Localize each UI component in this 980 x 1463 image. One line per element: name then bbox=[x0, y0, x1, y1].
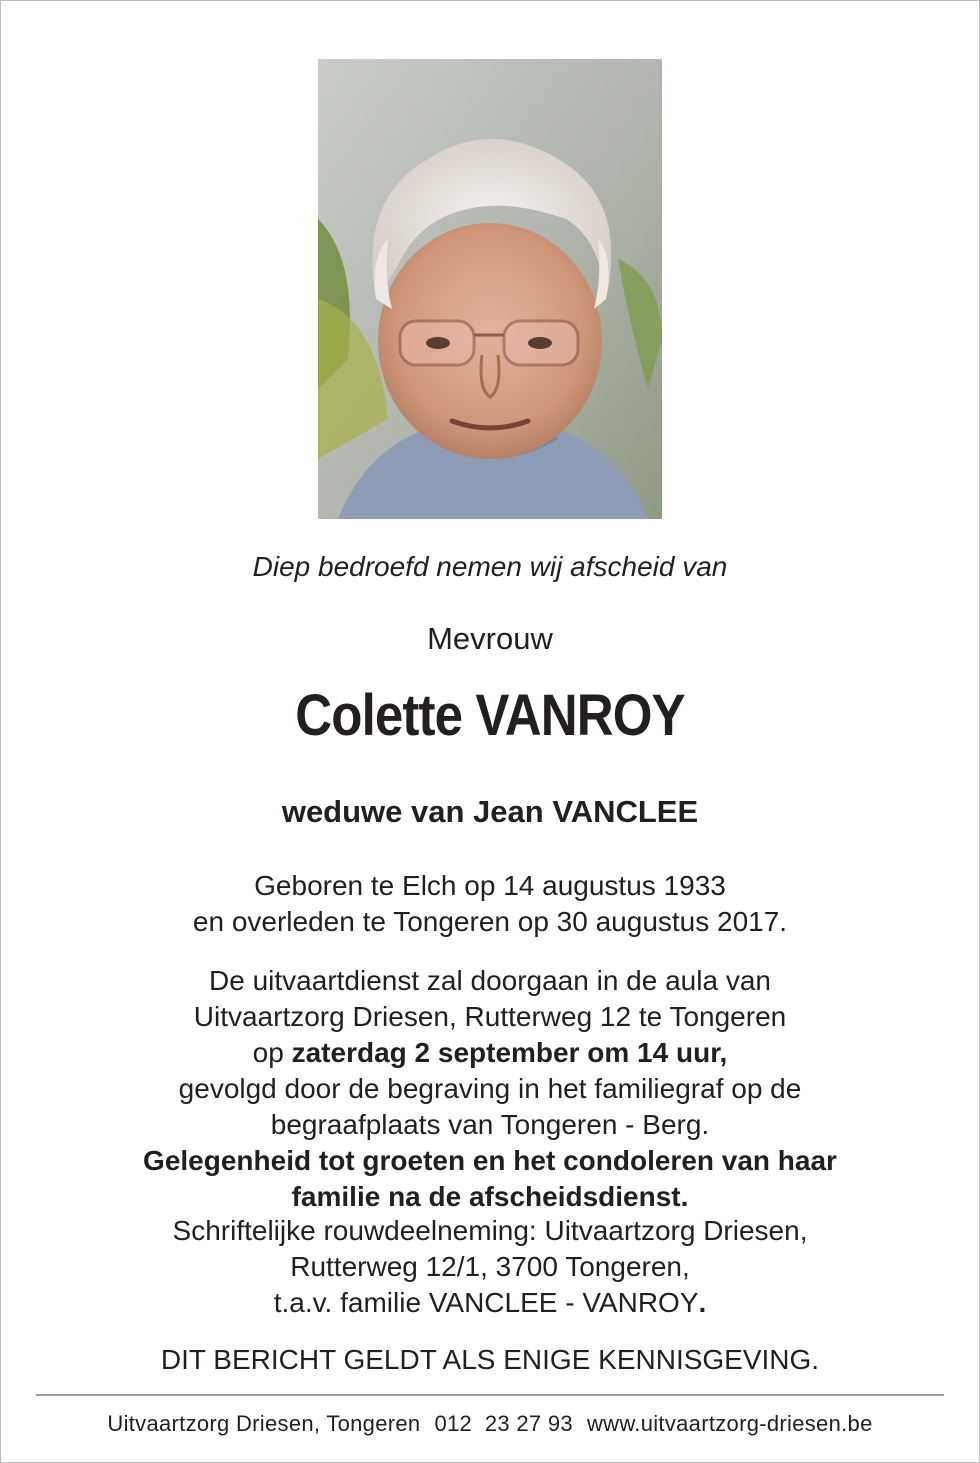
footer-website: www.uitvaartzorg-driesen.be bbox=[586, 1411, 873, 1436]
written-recipient: t.a.v. familie VANCLEE - VANROY bbox=[273, 1287, 699, 1318]
written-line-2: Rutterweg 12/1, 3700 Tongeren, bbox=[290, 1251, 690, 1282]
service-date-line bbox=[0, 1035, 980, 1071]
service-date: zaterdag 2 september om 14 uur, bbox=[291, 1037, 728, 1068]
widow-of: weduwe van Jean VANCLEE bbox=[281, 794, 699, 829]
birth-line: Geboren te Elch op 14 augustus 1933 bbox=[254, 870, 726, 901]
service-date-prefix: op bbox=[252, 1037, 292, 1068]
condolence-line-1: Gelegenheid tot groeten en het condoleren van haar bbox=[143, 1145, 837, 1176]
salutation: Mevrouw bbox=[427, 621, 553, 656]
portrait-illustration bbox=[318, 59, 662, 519]
intro-text: Diep bedroefd nemen wij afscheid van bbox=[252, 551, 728, 582]
footer-company: Uitvaartzorg Driesen, Tongeren bbox=[107, 1411, 421, 1436]
service-line-2: Uitvaartzorg Driesen, Rutterweg 12 te Tongeren bbox=[193, 1001, 787, 1032]
notice-text: DIT BERICHT GELDT ALS ENIGE KENNISGEVING. bbox=[160, 1344, 820, 1375]
footer-phone: 012 23 27 93 bbox=[434, 1411, 573, 1436]
service-line-5: begraafplaats van Tongeren - Berg. bbox=[270, 1109, 710, 1140]
deceased-name: Colette VANROY bbox=[295, 683, 685, 748]
written-period: . bbox=[698, 1287, 707, 1318]
written-line-1: Schriftelijke rouwdeelneming: Uitvaartzorg Driesen, bbox=[172, 1215, 808, 1246]
written-line-3 bbox=[0, 1285, 980, 1321]
service-line-1: De uitvaartdienst zal doorgaan in de aula van bbox=[209, 965, 771, 996]
footer bbox=[0, 1409, 980, 1439]
footer-divider bbox=[36, 1394, 944, 1396]
death-line: en overleden te Tongeren op 30 augustus 2017. bbox=[192, 906, 788, 937]
service-line-4: gevolgd door de begraving in het familiegraf op de bbox=[178, 1073, 802, 1104]
portrait-photo bbox=[318, 59, 662, 519]
condolence-line-2: familie na de afscheidsdienst. bbox=[291, 1181, 689, 1212]
